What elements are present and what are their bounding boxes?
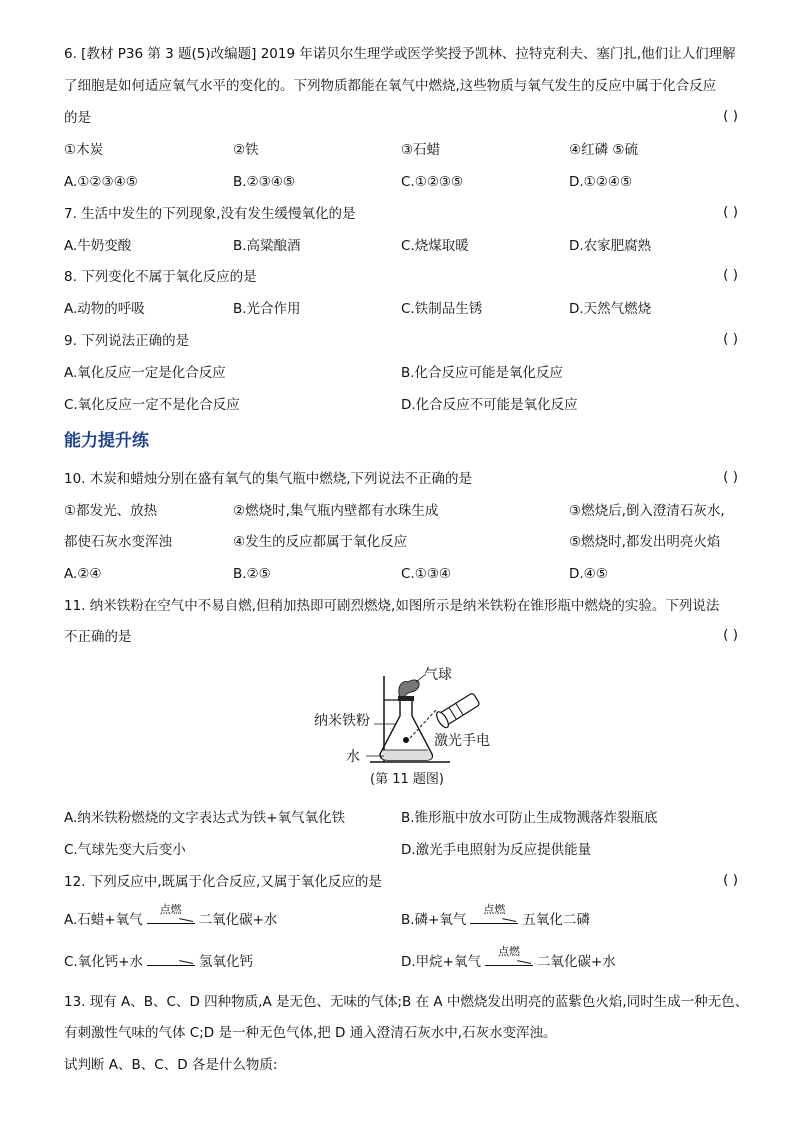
q10-stem: 10. 木炭和蜡烛分别在盛有氧气的集气瓶中燃烧,下列说法不正确的是 <box>64 471 473 487</box>
q6-line-2: 了细胞是如何适应氧气水平的变化的。下列物质都能在氧气中燃烧,这些物质与氧气发生的反应中属于化合反应 <box>64 78 717 94</box>
q11-option-b: B.锥形瓶中放水可防止生成物溅落炸裂瓶底 <box>401 810 658 826</box>
laser-flashlight <box>434 691 481 730</box>
label-balloon: 气球 <box>424 667 452 683</box>
q8-option-a: A.动物的呼吸 <box>64 301 145 317</box>
q11-option-a: A.纳米铁粉燃烧的文字表达式为铁+氧气氧化铁 <box>64 810 346 826</box>
reaction-arrow: 点燃 <box>143 910 199 930</box>
flask-stopper <box>398 696 414 701</box>
q11-line-2: 不正确的是 <box>64 629 132 645</box>
section-title: 能力提升练 <box>64 431 149 451</box>
q6-option-b: B.②③④⑤ <box>233 174 295 190</box>
q8-option-c: C.铁制品生锈 <box>401 301 483 317</box>
q10-item-5: ⑤燃烧时,都发出明亮火焰 <box>569 534 721 550</box>
q8-option-d: D.天然气燃烧 <box>569 301 652 317</box>
q12-option-a: A.石蜡+氧气 点燃 二氧化碳+水 <box>64 903 278 928</box>
q10-option-b: B.②⑤ <box>233 566 271 582</box>
q10-answer-blank: ( ) <box>723 469 738 485</box>
q6-item-2: ②铁 <box>233 142 259 158</box>
q11-option-d: D.激光手电照射为反应提供能量 <box>401 842 592 858</box>
figure-caption: (第 11 题图) <box>370 772 444 787</box>
iron-powder <box>403 737 409 743</box>
q6-option-a: A.①②③④⑤ <box>64 174 138 190</box>
q12-stem: 12. 下列反应中,既属于化合反应,又属于氧化反应的是 <box>64 874 382 890</box>
q13-line-3: 试判断 A、B、C、D 各是什么物质: <box>64 1057 278 1073</box>
q9-option-d: D.化合反应不可能是氧化反应 <box>401 397 578 413</box>
q10-item-4: ④发生的反应都属于氧化反应 <box>233 534 408 550</box>
reaction-arrow <box>143 952 199 972</box>
q8-stem: 8. 下列变化不属于氧化反应的是 <box>64 269 257 285</box>
q6-item-1: ①木炭 <box>64 142 104 158</box>
q10-item-3-cont: 都使石灰水变浑浊 <box>64 534 172 550</box>
label-iron-powder: 纳米铁粉 <box>314 713 370 729</box>
q7-option-d: D.农家肥腐熟 <box>569 238 652 254</box>
q6-option-d: D.①②④⑤ <box>569 174 633 190</box>
q6-option-c: C.①②③⑤ <box>401 174 464 190</box>
balloon <box>399 680 419 698</box>
q7-answer-blank: ( ) <box>723 204 738 220</box>
q7-option-b: B.高粱酿酒 <box>233 238 301 254</box>
q8-option-b: B.光合作用 <box>233 301 301 317</box>
q10-item-3: ③燃烧后,倒入澄清石灰水, <box>569 503 725 519</box>
q9-stem: 9. 下列说法正确的是 <box>64 333 190 349</box>
q11-answer-blank: ( ) <box>723 627 738 643</box>
q6-item-3: ③石蜡 <box>401 142 441 158</box>
q12-option-c: C.氧化钙+水 氢氧化钙 <box>64 954 254 970</box>
q6-item-4: ④红磷 ⑤硫 <box>569 142 638 158</box>
laser-beam <box>410 710 436 738</box>
q10-item-1: ①都发光、放热 <box>64 503 158 519</box>
water-layer <box>382 750 432 760</box>
q10-option-d: D.④⑤ <box>569 566 608 582</box>
reaction-arrow: 点燃 <box>481 952 537 972</box>
q8-answer-blank: ( ) <box>723 267 738 283</box>
q12-option-d: D.甲烷+氧气 点燃 二氧化碳+水 <box>401 945 616 970</box>
label-water: 水 <box>346 749 360 765</box>
q13-line-1: 13. 现有 A、B、C、D 四种物质,A 是无色、无味的气体;B 在 A 中燃烧发出明亮的蓝紫色火焰,同时生成一种无色、 <box>64 994 749 1010</box>
q6-line-1: 6. [教材 P36 第 3 题(5)改编题] 2019 年诺贝尔生理学或医学奖授予凯林、拉特克利夫、塞门扎,他们让人们理解 <box>64 46 736 62</box>
q6-line-3: 的是 <box>64 110 91 126</box>
q10-option-a: A.②④ <box>64 566 102 582</box>
q7-stem: 7. 生活中发生的下列现象,没有发生缓慢氧化的是 <box>64 206 356 222</box>
q7-option-a: A.牛奶变酸 <box>64 238 132 254</box>
q13-line-2: 有刺激性气味的气体 C;D 是一种无色气体,把 D 通入澄清石灰水中,石灰水变浑浊。 <box>64 1025 557 1041</box>
q9-option-c: C.氧化反应一定不是化合反应 <box>64 397 240 413</box>
q12-answer-blank: ( ) <box>723 872 738 888</box>
q9-option-b: B.化合反应可能是氧化反应 <box>401 365 564 381</box>
q10-option-c: C.①③④ <box>401 566 452 582</box>
q9-option-a: A.氧化反应一定是化合反应 <box>64 365 226 381</box>
q10-item-2: ②燃烧时,集气瓶内壁都有水珠生成 <box>233 503 439 519</box>
q9-answer-blank: ( ) <box>723 331 738 347</box>
q11-option-c: C.气球先变大后变小 <box>64 842 186 858</box>
q11-line-1: 11. 纳米铁粉在空气中不易自燃,但稍加热即可剧烈燃烧,如图所示是纳米铁粉在锥形瓶中燃烧的实验。下列说法 <box>64 598 720 614</box>
reaction-arrow: 点燃 <box>466 910 522 930</box>
q6-answer-blank: ( ) <box>723 108 738 124</box>
label-laser: 激光手电 <box>434 733 490 749</box>
q12-option-b: B.磷+氧气 点燃 五氧化二磷 <box>401 903 590 928</box>
q7-option-c: C.烧煤取暖 <box>401 238 469 254</box>
